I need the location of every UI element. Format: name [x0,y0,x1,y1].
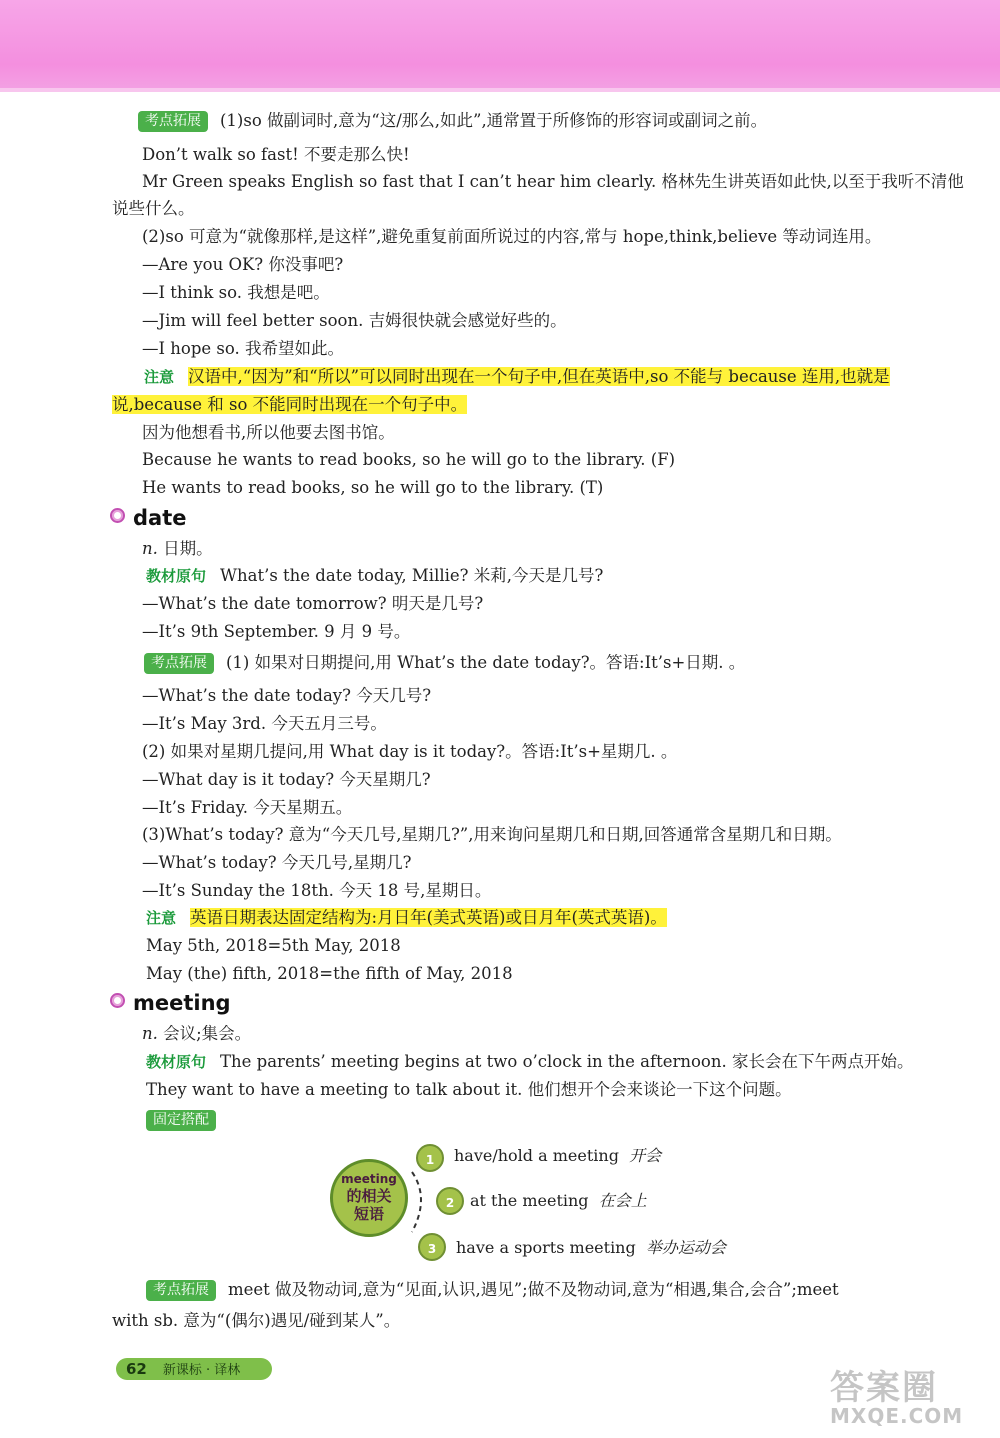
date-note-example-1: May 5th, 2018=5th May, 2018 [146,936,401,955]
meeting-pos: n. 会议;集会。 [142,1024,252,1043]
so-example-true: He wants to read books, so he will go to the library. (T) [142,478,604,497]
page-number: 62 [126,1360,147,1378]
so-dialog-2: —I think so. 我想是吧。 [142,283,330,302]
date-ext-3: —It’s May 3rd. 今天五月三号。 [142,714,387,733]
note-label: 注意 [144,368,175,386]
phrase-1: have/hold a meeting 开会 [454,1146,662,1165]
so-dialog-1: —Are you OK? 你没事吧? [142,255,344,274]
series-name: 新课标 · 译林 [162,1363,241,1378]
watermark: 答案圈 MXQE.COM [830,1368,964,1428]
source-label: 教材原句 [146,1053,207,1071]
diagram-hub: meeting 的相关 短语 [330,1159,408,1237]
date-ext-2: —What’s the date today? 今天几号? [142,686,432,705]
meeting-source: 教材原句 The parents’ meeting begins at two o’clock in the afternoon. 家长会在下午两点开始。 [146,1052,914,1071]
so-ext-line-2: (2)so 可意为“就像那样,是这样”,避免重复前面所说过的内容,常与 hope,think,believe 等动词连用。 [142,227,882,246]
exam-point-tag: 考点拓展 [144,653,214,674]
header-band [0,0,1000,92]
date-ext-9: —It’s Sunday the 18th. 今天 18 号,星期日。 [142,881,492,900]
so-dialog-4: —I hope so. 我希望如此。 [142,339,344,358]
date-dialog-2: —It’s 9th September. 9 月 9 号。 [142,622,411,641]
date-ext-5: —What day is it today? 今天星期几? [142,770,431,789]
phrase-number-2: 2 [436,1187,464,1215]
meeting-ext-1: 考点拓展 meet 做及物动词,意为“见面,认识,遇见”;做不及物动词,意为“相遇,集合,会合”;meet [146,1279,839,1301]
so-note-line-2: 说,because 和 so 不能同时出现在一个句子中。 [112,395,468,414]
phrase-2: at the meeting 在会上 [470,1191,647,1210]
date-dialog-1: —What’s the date tomorrow? 明天是几号? [142,594,484,613]
bullet-icon [110,993,125,1008]
so-example-false: Because he wants to read books, so he will go to the library. (F) [142,450,676,469]
date-ext-8: —What’s today? 今天几号,星期几? [142,853,412,872]
so-example-2: Mr Green speaks English so fast that I can’t hear him clearly. 格林先生讲英语如此快,以至于我听不清他 [142,172,964,191]
headword-meeting: meeting [110,990,231,1016]
so-example-2-cont: 说些什么。 [112,199,195,218]
exam-point-tag: 考点拓展 [138,111,208,132]
note-label: 注意 [146,909,177,927]
bullet-icon [110,508,125,523]
source-label: 教材原句 [146,567,207,585]
phrase-number-1: 1 [416,1144,444,1172]
so-dialog-3: —Jim will feel better soon. 吉姆很快就会感觉好些的。 [142,311,567,330]
phrase-number-3: 3 [418,1233,446,1261]
date-ext-6: —It’s Friday. 今天星期五。 [142,798,353,817]
page-footer [116,1358,272,1380]
meeting-ext-2: with sb. 意为“(偶尔)遇见/碰到某人”。 [112,1311,401,1330]
date-pos: n. 日期。 [142,539,213,558]
date-source: 教材原句 What’s the date today, Millie? 米莉,今天是几号? [146,566,604,585]
phrase-3: have a sports meeting 举办运动会 [456,1238,726,1257]
meeting-phrase-diagram [320,1136,726,1266]
headword-date: date [110,505,186,531]
date-ext-4: (2) 如果对星期几提问,用 What day is it today?。答语:It’s+星期几. 。 [142,742,678,761]
so-example-1: Don’t walk so fast! 不要走那么快! [142,145,410,164]
meeting-source-2: They want to have a meeting to talk about it. 他们想开个会来谈论一下这个问题。 [146,1080,792,1099]
date-ext-1: 考点拓展 (1) 如果对日期提问,用 What’s the date today?。答语:It’s+日期. 。 [144,652,745,674]
so-note-line-1: 注意 汉语中,“因为”和“所以”可以同时出现在一个句子中,但在英语中,so 不能与 because 连用,也就是 [144,367,890,386]
so-ext-line-1: 考点拓展 (1)so 做副词时,意为“这/那么,如此”,通常置于所修饰的形容词或副词之前。 [138,110,767,132]
exam-point-tag: 考点拓展 [146,1280,216,1301]
date-note-example-2: May (the) fifth, 2018=the fifth of May, 2018 [146,964,513,983]
fixed-collocation-tag: 固定搭配 [146,1110,216,1131]
date-note: 注意 英语日期表达固定结构为:月日年(美式英语)或日月年(英式英语)。 [146,908,667,927]
date-ext-7: (3)What’s today? 意为“今天几号,星期几?”,用来询问星期几和日期,回答通常含星期几和日期。 [142,825,842,844]
so-example-zh: 因为他想看书,所以他要去图书馆。 [142,423,395,442]
fixed-collocation-row [146,1109,228,1131]
